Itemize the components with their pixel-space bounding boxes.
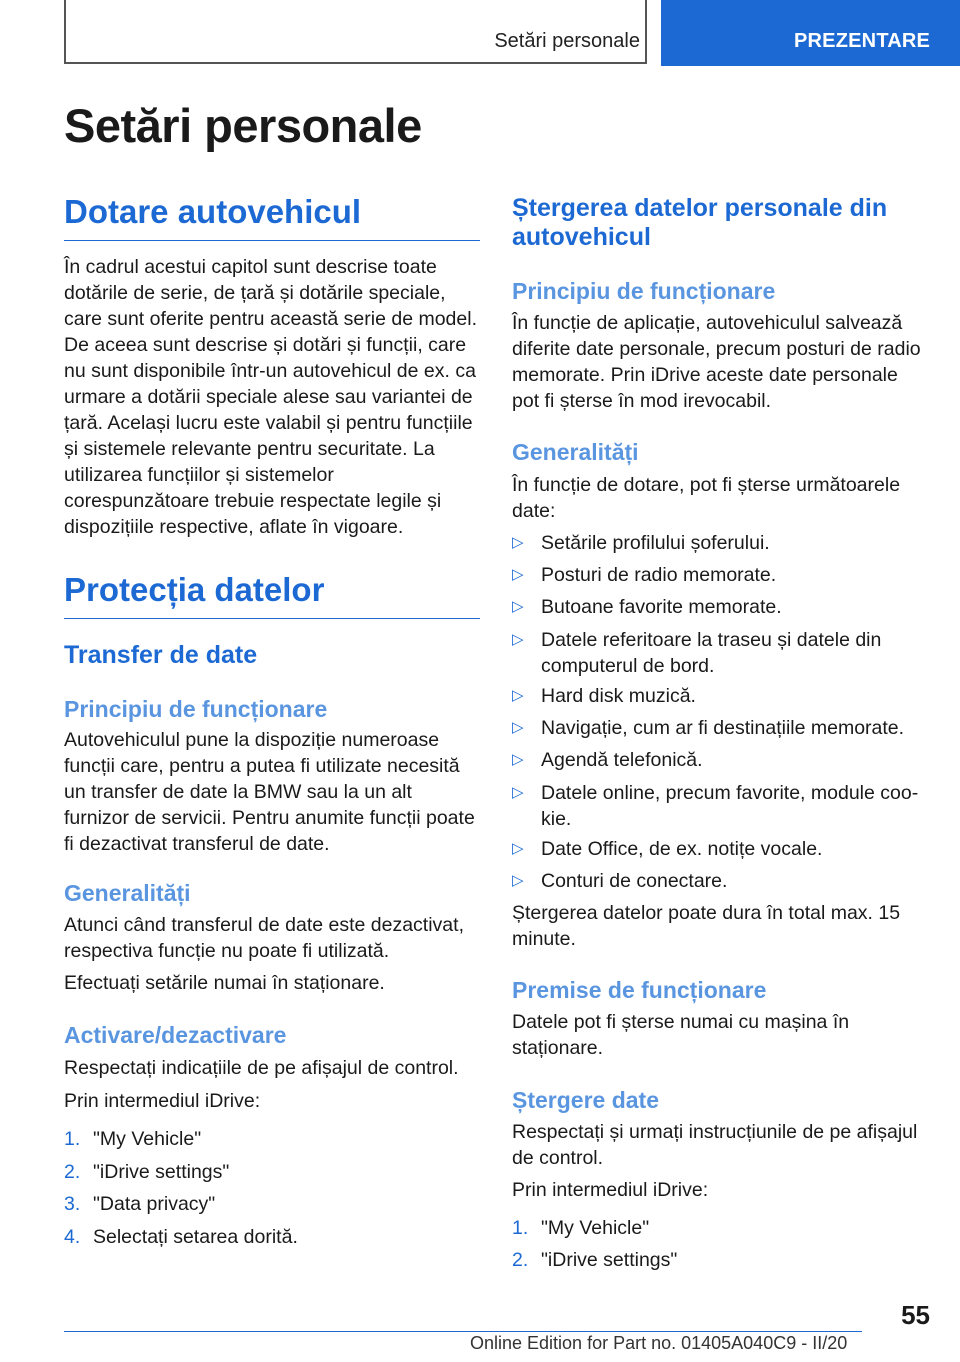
triangle-bullet-icon: ▷	[512, 598, 524, 615]
triangle-bullet-icon: ▷	[512, 840, 524, 857]
triangle-bullet-icon: ▷	[512, 687, 524, 704]
chapter-tab-label: PREZENTARE	[794, 30, 931, 52]
subheading-transfer: Transfer de date	[64, 641, 258, 669]
list-item	[512, 1247, 928, 1273]
bullet-text: Datele referitoare la traseu și datele din computerul de bord.	[541, 629, 882, 677]
step-text: "My Vehicle"	[541, 1217, 650, 1239]
stergere-paragraph-2: Prin intermediul iDrive:	[512, 1179, 709, 1201]
step-number: 2.	[512, 1249, 529, 1271]
subheading-activare: Activare/dezactivare	[64, 1022, 287, 1048]
bullet-text: Hard disk muzică.	[541, 685, 696, 707]
list-item	[64, 1224, 480, 1250]
step-number: 3.	[64, 1193, 81, 1215]
list-item	[512, 530, 928, 556]
step-text: "iDrive settings"	[93, 1161, 230, 1183]
activare-paragraph-2: Prin intermediul iDrive:	[64, 1090, 261, 1112]
subheading-generalitati: Generalități	[64, 880, 191, 906]
chapter-tab[interactable]	[661, 0, 960, 66]
stergere-paragraph-1: Respectați și urmați instrucțiunile de pe afișajul de control.	[512, 1121, 918, 1169]
step-number: 2.	[64, 1161, 81, 1183]
list-item	[512, 594, 928, 620]
subheading-premise: Premise de funcționare	[512, 977, 767, 1003]
header-section-title: Setări personale	[494, 30, 640, 52]
step-text: "iDrive settings"	[541, 1249, 678, 1271]
bullet-text: Navigație, cum ar fi destinațiile memorate.	[541, 717, 905, 739]
premise-paragraph: Datele pot fi șterse numai cu mașina în staționare.	[512, 1011, 850, 1059]
step-text: "Data privacy"	[93, 1193, 216, 1215]
triangle-bullet-icon: ▷	[512, 784, 524, 801]
activare-paragraph-1: Respectați indicațiile de pe afișajul de control.	[64, 1057, 459, 1079]
list-item	[512, 1215, 928, 1241]
subheading-generalitati-right: Generalități	[512, 439, 639, 465]
list-item	[512, 627, 928, 679]
footer-edition: Online Edition for Part no. 01405A040C9 - II/20	[470, 1333, 848, 1353]
triangle-bullet-icon: ▷	[512, 751, 524, 768]
list-item	[512, 868, 928, 894]
list-item	[512, 747, 928, 773]
step-text: Selectați setarea dorită.	[93, 1226, 298, 1248]
subheading-principiu-right: Principiu de funcționare	[512, 278, 776, 304]
generalitati-paragraph-2: Efectuați setările numai în staționare.	[64, 972, 385, 994]
step-text: "My Vehicle"	[93, 1128, 202, 1150]
triangle-bullet-icon: ▷	[512, 534, 524, 551]
list-item	[512, 836, 928, 862]
principiu-paragraph: Autovehiculul pune la dispoziție numeroase funcții care, pentru a putea fi utilizate necesită un transfer de date la BMW sau la un alt furnizor de servicii. Pentru anumite funcții poate fi dezactivat transferul de date.	[64, 729, 475, 855]
section-heading-protectia: Protecția datelor	[64, 570, 480, 619]
section-heading-stergerea: Ștergerea datelor personale din autovehicul	[512, 194, 888, 251]
page-number: 55	[901, 1300, 930, 1330]
bullet-text: Butoane favorite memorate.	[541, 596, 782, 618]
section-heading-dotare: Dotare autovehicul	[64, 192, 480, 241]
triangle-bullet-icon: ▷	[512, 719, 524, 736]
bullet-text: Date Office, de ex. notițe vocale.	[541, 838, 823, 860]
triangle-bullet-icon: ▷	[512, 566, 524, 583]
generalitati-paragraph-1: Atunci când transferul de date este dezactivat, respectiva funcție nu poate fi utilizată.	[64, 914, 464, 962]
principiu-right-paragraph: În funcție de aplicație, autovehiculul salvează diferite date personale, precum posturi de radio memorate. Prin iDrive aceste date personale pot fi șterse în mod irevocabil.	[512, 312, 921, 412]
list-item	[512, 715, 928, 741]
bullet-text: Datele online, precum favorite, module cookie.	[541, 782, 919, 830]
list-item	[64, 1159, 480, 1185]
step-number: 1.	[512, 1217, 529, 1239]
step-number: 1.	[64, 1128, 81, 1150]
list-item	[512, 562, 928, 588]
bullet-text: Setările profilului șoferului.	[541, 532, 770, 554]
list-item	[64, 1126, 480, 1152]
dotare-paragraph: În cadrul acestui capitol sunt descrise toate dotările de serie, de țară și dotările speciale, care sunt oferite pentru această serie de model. De aceea sunt descrise și dotări și funcții, care nu sunt disponibile într-un autovehicul de ex. ca urmare a dotării speciale alese sau variantei de țară. Același lucru este valabil și pentru funcțiile și sistemele relevante pentru securitate. La utilizarea funcțiilor și sistemelor corespunzătoare trebuie respectate legile și dispozițiile respective, aflate în vigoare.	[64, 256, 477, 538]
bullet-text: Posturi de radio memorate.	[541, 564, 777, 586]
subheading-stergere-date: Ștergere date	[512, 1087, 660, 1113]
page-title: Setări personale	[64, 99, 422, 152]
triangle-bullet-icon: ▷	[512, 631, 524, 648]
durata-paragraph: Ștergerea datelor poate dura în total max. 15 minute.	[512, 902, 901, 950]
step-number: 4.	[64, 1226, 81, 1248]
generalitati-right-paragraph: În funcție de dotare, pot fi șterse următoarele date:	[512, 474, 901, 522]
list-item	[512, 780, 928, 832]
triangle-bullet-icon: ▷	[512, 872, 524, 889]
footer-divider	[64, 1331, 862, 1332]
bullet-text: Conturi de conectare.	[541, 870, 728, 892]
subheading-principiu: Principiu de funcționare	[64, 696, 328, 722]
bullet-text: Agendă telefonică.	[541, 749, 703, 771]
list-item	[512, 683, 928, 709]
list-item	[64, 1191, 480, 1217]
